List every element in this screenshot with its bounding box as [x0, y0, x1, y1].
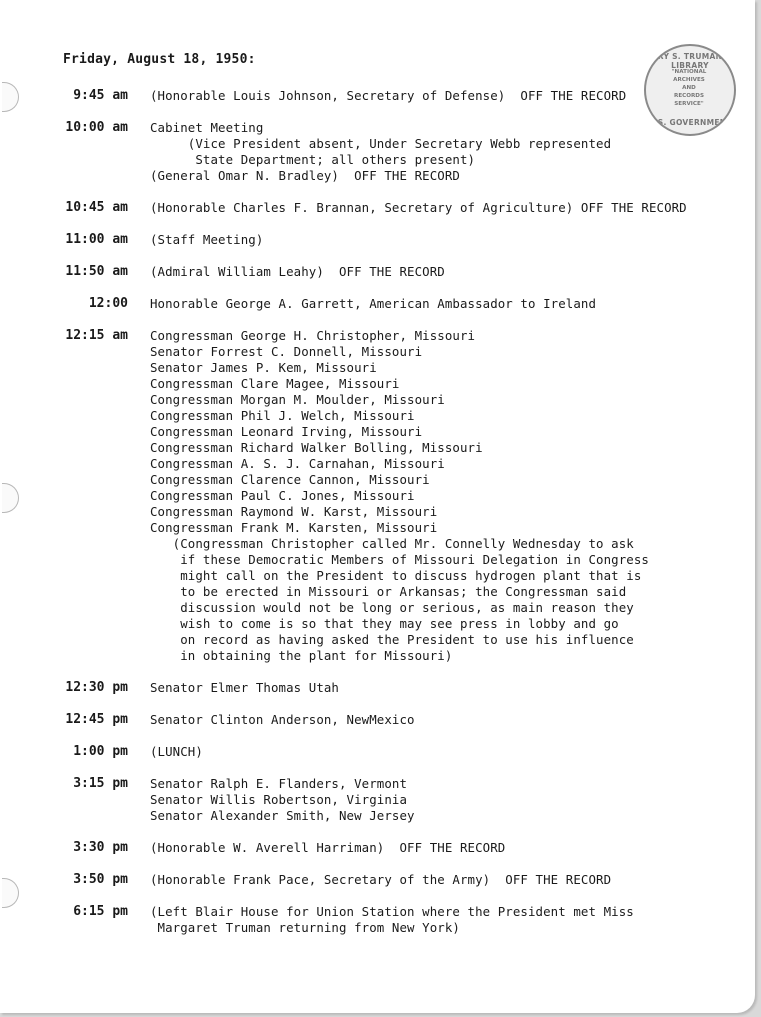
entry-text-line: Congressman Leonard Irving, Missouri — [150, 424, 423, 439]
entry-time: 1:00 pm — [73, 744, 128, 759]
entry-text-line: Congressman Phil J. Welch, Missouri — [150, 408, 415, 423]
schedule-date-heading: Friday, August 18, 1950: — [63, 52, 256, 67]
entry-text-line: Congressman A. S. J. Carnahan, Missouri — [150, 456, 445, 471]
entry-text-line: Senator Alexander Smith, New Jersey — [150, 808, 415, 823]
entry-text-line: State Department; all others present) — [150, 152, 476, 167]
entry-text-line: (Left Blair House for Union Station where the President met Miss — [150, 904, 634, 919]
stamp-inner-line: RECORDS — [674, 93, 704, 99]
entry-text-line: Senator Elmer Thomas Utah — [150, 680, 339, 695]
entry-text-line: Congressman George H. Christopher, Missouri — [150, 328, 476, 343]
entry-text-line: (Honorable Louis Johnson, Secretary of Defense) OFF THE RECORD — [150, 88, 627, 103]
entry-text-line: Senator Forrest C. Donnell, Missouri — [150, 344, 423, 359]
entry-text-line: (Vice President absent, Under Secretary Webb represented — [150, 136, 612, 151]
entry-text-line: Congressman Paul C. Jones, Missouri — [150, 488, 415, 503]
entry-text-line: (Honorable Frank Pace, Secretary of the Army) OFF THE RECORD — [150, 872, 612, 887]
entry-text-line: Senator Clinton Anderson, NewMexico — [150, 712, 415, 727]
entry-text-line: Honorable George A. Garrett, American Ambassador to Ireland — [150, 296, 597, 311]
entry-text-line: Senator Ralph E. Flanders, Vermont — [150, 776, 408, 791]
entry-time: 6:15 pm — [73, 904, 128, 919]
binder-hole — [2, 82, 19, 112]
entry-text-line: Senator James P. Kem, Missouri — [150, 360, 377, 375]
entry-time: 12:30 pm — [65, 680, 128, 695]
entry-time: 12:45 pm — [65, 712, 128, 727]
stamp-inner-text — [666, 68, 712, 112]
entry-time: 12:15 am — [65, 328, 128, 343]
entry-text-line: (Admiral William Leahy) OFF THE RECORD — [150, 264, 445, 279]
entry-text-line: wish to come is so that they may see press in lobby and go — [150, 616, 619, 631]
entry-text-line: (Honorable Charles F. Brannan, Secretary of Agriculture) OFF THE RECORD — [150, 200, 687, 215]
stamp-inner-line: SERVICE" — [674, 101, 704, 107]
entry-text-line: Congressman Richard Walker Bolling, Missouri — [150, 440, 483, 455]
entry-text-line: if these Democratic Members of Missouri Delegation in Congress — [150, 552, 649, 567]
entry-text-line: Congressman Morgan M. Moulder, Missouri — [150, 392, 445, 407]
entry-text-line: (Honorable W. Averell Harriman) OFF THE RECORD — [150, 840, 506, 855]
entry-text-line: Congressman Clarence Cannon, Missouri — [150, 472, 430, 487]
entry-text-line: (General Omar N. Bradley) OFF THE RECORD — [150, 168, 460, 183]
entry-time: 3:15 pm — [73, 776, 128, 791]
entry-text-line: (Congressman Christopher called Mr. Connelly Wednesday to ask — [150, 536, 634, 551]
entry-text-line: might call on the President to discuss hydrogen plant that is — [150, 568, 642, 583]
entry-text-line: on record as having asked the President to use his influence — [150, 632, 634, 647]
stamp-inner-line: "NATIONAL — [671, 69, 707, 75]
entry-text-line: Congressman Raymond W. Karst, Missouri — [150, 504, 438, 519]
entry-text-line: to be erected in Missouri or Arkansas; the Congressman said — [150, 584, 627, 599]
entry-text-line: Margaret Truman returning from New York) — [150, 920, 460, 935]
entry-text-line: (LUNCH) — [150, 744, 203, 759]
stamp-ring-top-text: RY S. TRUMAN LIBRARY — [657, 52, 723, 70]
archive-stamp — [644, 44, 736, 136]
stamp-inner-line: ARCHIVES AND — [673, 77, 705, 91]
entry-time: 3:30 pm — [73, 840, 128, 855]
entry-time: 12:00 — [88, 296, 128, 311]
entry-text-line: discussion would not be long or serious, as main reason they — [150, 600, 634, 615]
entry-time: 11:00 am — [65, 232, 128, 247]
entry-time: 10:45 am — [65, 200, 128, 215]
entry-text-line: Congressman Clare Magee, Missouri — [150, 376, 400, 391]
entry-text-line: Senator Willis Robertson, Virginia — [150, 792, 408, 807]
entry-text-line: in obtaining the plant for Missouri) — [150, 648, 453, 663]
entry-text-line: Cabinet Meeting — [150, 120, 264, 135]
entry-time: 11:50 am — [65, 264, 128, 279]
stamp-ring-bottom-text: U.S. GOVERNMENT — [648, 118, 732, 127]
entry-text-line: (Staff Meeting) — [150, 232, 264, 247]
entry-time: 10:00 am — [65, 120, 128, 135]
binder-hole — [2, 483, 19, 513]
entry-text-line: Congressman Frank M. Karsten, Missouri — [150, 520, 438, 535]
entry-time: 3:50 pm — [73, 872, 128, 887]
binder-hole — [2, 878, 19, 908]
entry-time: 9:45 am — [73, 88, 128, 103]
